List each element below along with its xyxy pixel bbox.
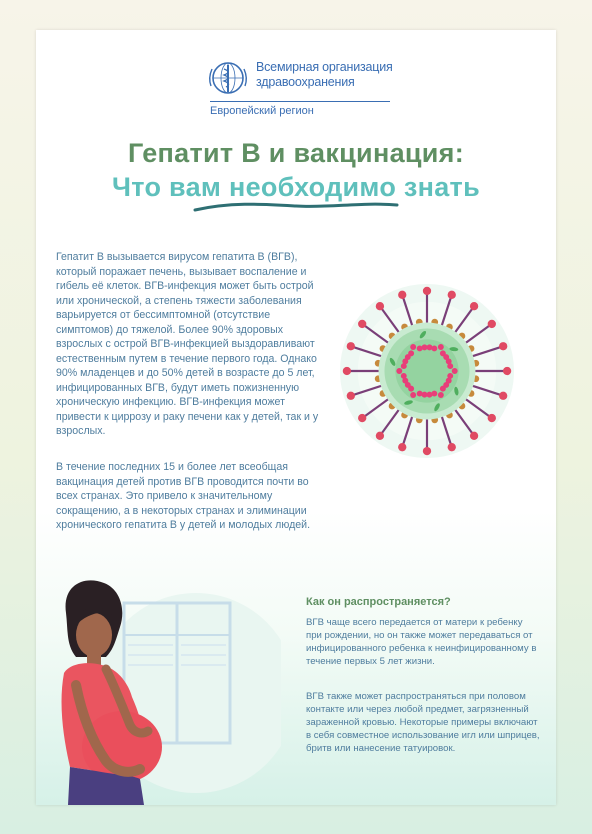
virus-illustration [338,282,516,460]
virus-spike-tip [358,320,366,328]
virus-spike-tip [470,302,478,310]
virus-spike-tip [488,320,496,328]
flyer-page [36,30,556,805]
virus-spike-tip [470,432,478,440]
intro-paragraph-1: Гепатит В вызывается вирусом гепатита В (ВГВ), который поражает печень, вызывает воспаление и гибель её клеток. ВГВ-инфекция может быть острой или хронической, а степень тяжести заболевания варьируется от бессимптомной (отсутствие симптомов) до тяжелой. Более 90% здоровых взрослых с острой ВГВ-инфекцией выздоравливают естественным путем в течение первого года. Однако 90% младенцев и до 50% детей в возрасте до 5 лет, инфицированных ВГВ, будут иметь пожизненную хроническую инфекцию. ВГВ-инфекция может привести к циррозу и раку печени как у детей, так и у взрослых. [56,251,319,437]
header-divider [210,101,390,102]
virus-spike-tip [499,342,507,350]
title-line-2: Что вам необходимо знать [112,172,480,202]
intro-paragraph-2: В течение последних 15 и более лет всеобщая вакцинация детей против ВГВ проводится почти во всех странах. Это привело к значительному сокращению, а в некоторых странах и элиминации хронического гепатита В у детей и молодых людей. [56,461,311,531]
virus-spike-tip [448,443,456,451]
spread-heading: Как он распространяется? [306,596,451,608]
virus-spike-tip [423,447,431,455]
virus-spike-tip [376,432,384,440]
org-region: Европейский регион [210,105,314,117]
pregnant-woman-illustration [36,565,281,805]
title-underline-decoration [191,200,401,214]
virus-spike-tip [423,287,431,295]
virus-spike-tip [358,414,366,422]
virus-spike-tip [503,367,511,375]
virus-spike-tip [347,342,355,350]
who-logo [206,56,396,122]
virus-spike-tip [343,367,351,375]
spread-paragraph-2: ВГВ также может распространяться при половом контакте или через любой предмет, загрязненный зараженной кровью. Некоторые примеры включают в себя совместное использование игл или шприцев, бритв или нанесение татуировок. [306,691,540,754]
virus-spike-tip [448,291,456,299]
virus-spike-tip [347,392,355,400]
virus-spike-tip [398,443,406,451]
title-line-1: Гепатит В и вакцинация: [127,138,465,168]
virus-spike-tip [499,392,507,400]
org-name: Всемирная организация здравоохранения [256,60,393,89]
virus-spike-tip [398,291,406,299]
who-emblem-icon [206,60,250,96]
virus-spike-tip [376,302,384,310]
virus-spike-tip [488,414,496,422]
spread-paragraph-1: ВГВ чаще всего передается от матери к ребенку при рождении, но он также может передаваться от инфицированного ребенка к неинфицированному в течение первых 5 лет жизни. [306,617,537,667]
